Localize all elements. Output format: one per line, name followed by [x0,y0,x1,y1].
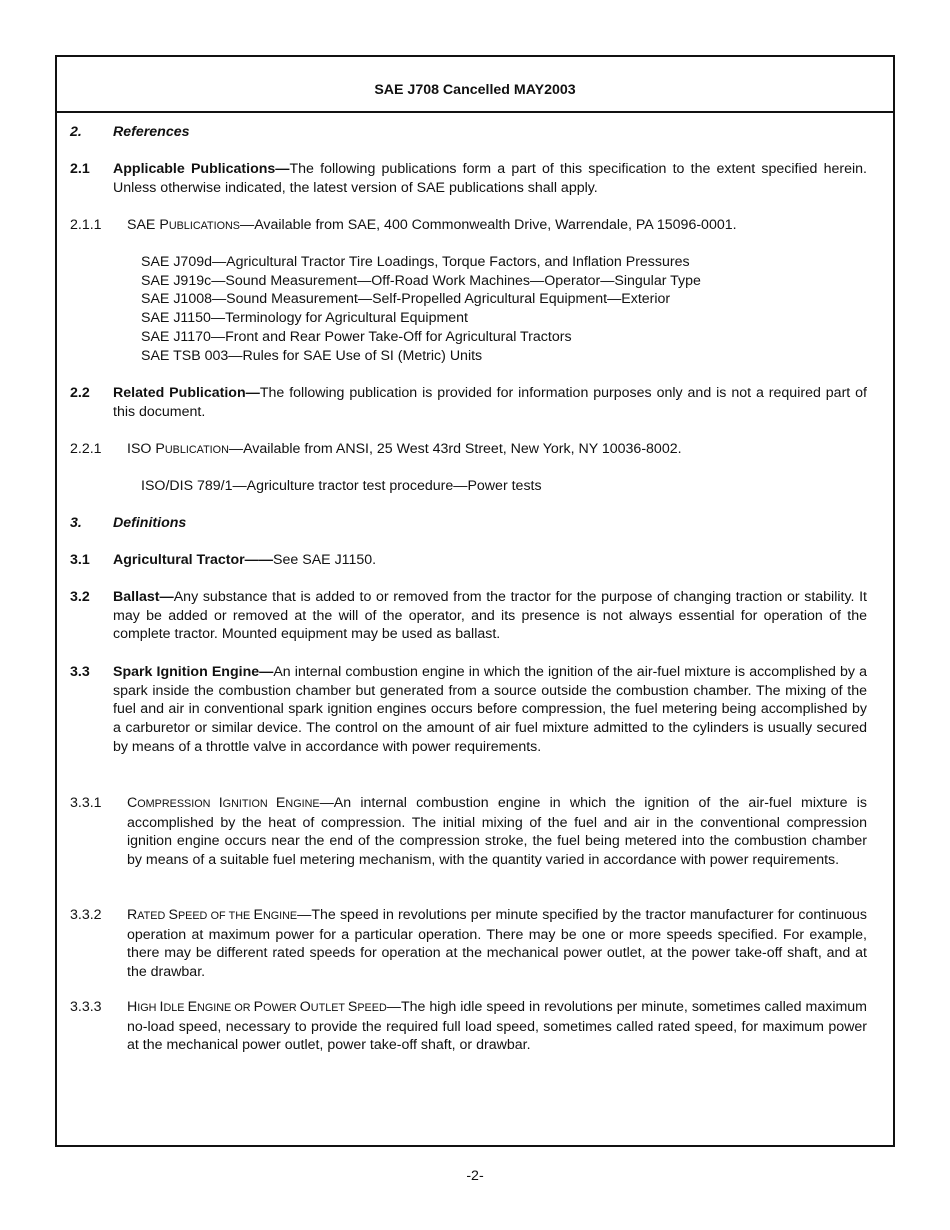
section-paragraph [113,160,867,197]
smallcaps-rest: NGINE [285,798,320,810]
section-number: 2.1 [70,161,90,177]
section-title: Agricultural Tractor—— [113,552,274,568]
smallcaps-initial: P [253,999,264,1015]
section-title: Applicable Publications— [113,161,290,177]
section-paragraph [113,551,867,570]
smallcaps-rest: UTLET [310,1002,348,1014]
section-title: Definitions [113,515,187,531]
section-paragraph [127,216,867,236]
smallcaps-initial: I [218,795,223,811]
smallcaps-rest: PEED [357,1002,387,1014]
section-paragraph [127,440,867,460]
section-body: Any substance that is added to or removed from the tractor for the purpose of changing traction or stability. It may be added or removed at the will of the operator, and its presence is not always essential for operation of the complete tractor. Mounted equipment may be used as ballast. [113,589,867,643]
smallcaps-rest: OWER [263,1002,300,1014]
section-body: —The high idle speed in revolutions per minute, sometimes called maximum no-load speed, necessary to provide the required full load speed, sometimes called rated speed, for maximum power at the mechanical power outlet, power take-off shaft, or drawbar. [127,999,868,1054]
section-title: Related Publication— [113,385,260,401]
document-title: SAE J708 Cancelled MAY2003 [374,82,576,98]
section-number: 3.2 [70,589,90,605]
section-paragraph [113,384,867,421]
reference-list-iso [141,477,881,496]
section-number: 2.2 [70,385,90,401]
section-number: 3. [70,515,82,531]
document-header [57,57,893,113]
smallcaps-initial: E [275,795,286,811]
section-paragraph [113,588,867,644]
smallcaps-rest: OMPRESSION [137,798,219,810]
reference-item: SAE J709d—Agricultural Tractor Tire Loadings, Torque Factors, and Inflation Pressures [141,254,690,270]
section-body: See SAE J1150. [273,552,377,568]
section-number: 3.3.2 [70,907,102,923]
section-number: 3.3 [70,664,90,680]
smallcaps-rest: UBLICATION [164,444,229,456]
smallcaps-initial: S [347,999,358,1015]
smallcaps-rest: NGINE OR [197,1002,254,1014]
section-number: 3.3.1 [70,795,102,811]
page-number: -2- [466,1168,484,1184]
publisher-name: SAE [127,217,156,233]
smallcaps-initial: S [168,907,178,923]
section-number: 2.1.1 [70,217,102,233]
reference-item: SAE TSB 003—Rules for SAE Use of SI (Metric) Units [141,347,483,364]
reference-item: SAE J1150—Terminology for Agricultural Equipment [141,310,468,327]
smallcaps-rest: GNITION [222,798,276,810]
smallcaps-rest: PEED OF THE [177,910,254,922]
section-paragraph [127,906,867,982]
smallcaps-initial: P [155,441,165,457]
section-number: 2.2.1 [70,441,102,457]
section-body: The following publications form a part of this specification to the extent specified herein. Unless otherwise indicated, the latest version of SAE publications shall apply. [113,161,867,196]
smallcaps-initial: E [187,999,198,1015]
smallcaps-rest: IGH [137,1002,160,1014]
reference-item: SAE J1008—Sound Measurement—Self-Propelled Agricultural Equipment—Exterior [141,291,671,308]
page-frame [55,55,895,1147]
publisher-name: ISO [127,441,152,457]
smallcaps-rest: NGINE [262,910,298,922]
section-paragraph [127,794,867,870]
smallcaps-initial: C [127,795,138,811]
section-title: Spark Ignition Engine— [113,664,274,680]
smallcaps-rest: DLE [163,1002,188,1014]
smallcaps-initial: I [159,999,164,1015]
section-body: —Available from SAE, 400 Commonwealth Drive, Warrendale, PA 15096-0001. [240,217,737,233]
smallcaps-initial: O [299,999,311,1015]
reference-item: SAE J919c—Sound Measurement—Off-Road Work Machines—Operator—Singular Type [141,272,701,289]
section-body: An internal combustion engine in which the ignition of the air-fuel mixture is accomplished by a spark inside the combustion chamber but generated from a source outside the combustion chamber. The mixing of the fuel and air in conventional spark ignition engines occurs before compression, the fuel metering being accomplished by a carburetor or similar device. The control on the amount of air fuel mixture admitted to the cylinders is usually secured by means of a throttle valve in accordance with power requirements. [113,664,867,755]
section-body: —An internal combustion engine in which the ignition of the air-fuel mixture is accomplished by the heat of compression. The initial mixing of the fuel and air in the conventional compression ignition engine occurs near the end of the compression stroke, the fuel being metered into the combustion chamber by means of a suitable fuel metering mechanism, with the quantity varied in accordance with power requirements. [127,795,867,869]
reference-item: SAE J1170—Front and Rear Power Take-Off for Agricultural Tractors [141,328,572,345]
smallcaps-initial: E [253,907,263,923]
section-paragraph [113,663,867,757]
reference-list-sae [141,253,881,365]
section-number: 3.1 [70,552,90,568]
smallcaps-initial: P [159,217,169,233]
section-title: Ballast— [113,589,174,605]
section-paragraph [127,998,867,1055]
section-number: 3.3.3 [70,999,102,1015]
section-body: —The speed in revolutions per minute specified by the tractor manufacturer for continuous operation at maximum power for a particular operation. There may be one or more speeds specified. For example, there may be different rated speeds for operation at the mechanical power outlet, at the power take-off shaft, and at the drawbar. [127,907,867,981]
smallcaps-initial: R [127,907,138,923]
reference-item: ISO/DIS 789/1—Agriculture tractor test procedure—Power tests [141,478,542,494]
smallcaps-rest: ATED [137,910,169,922]
section-number: 2. [70,124,82,140]
section-body: —Available from ANSI, 25 West 43rd Street, New York, NY 10036-8002. [228,441,682,457]
section-body: The following publication is provided for information purposes only and is not a required part of this document. [113,385,867,420]
section-title: References [113,124,190,140]
smallcaps-rest: UBLICATIONS [168,220,241,232]
smallcaps-initial: H [127,999,138,1015]
